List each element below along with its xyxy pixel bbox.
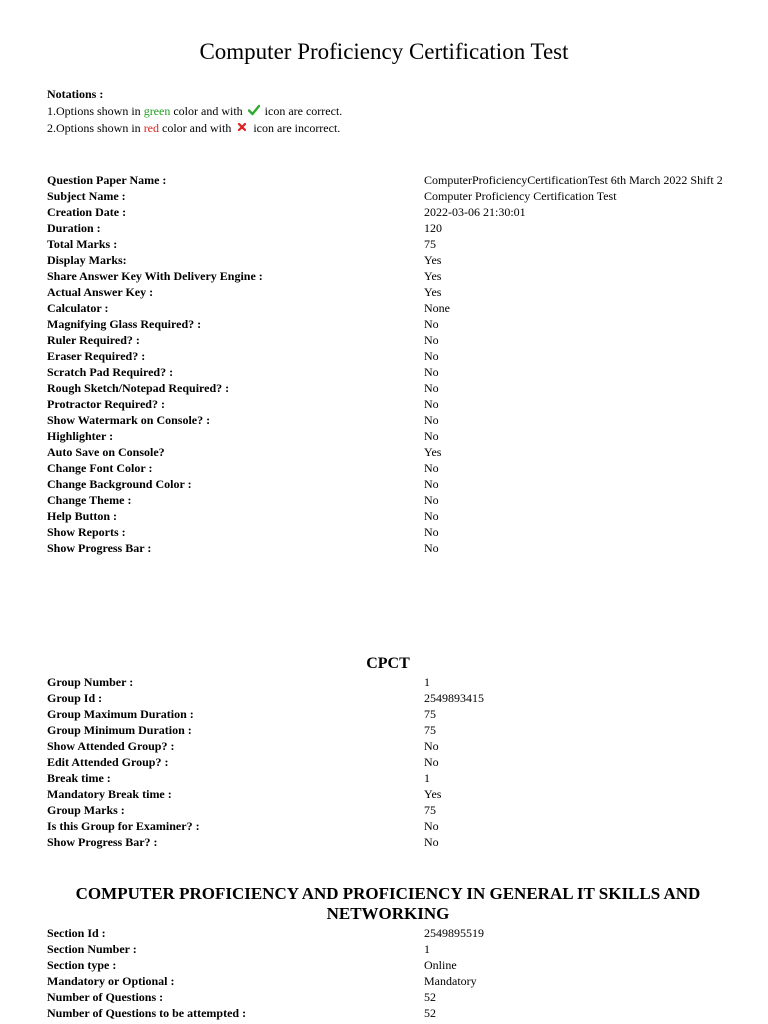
info-value: 120 [424, 221, 442, 235]
notation-correct [47, 103, 342, 120]
info-value: 2022-03-06 21:30:01 [424, 205, 526, 219]
info-label: Show Progress Bar? : [47, 835, 158, 849]
info-label: Is this Group for Examiner? : [47, 819, 200, 833]
info-label: Calculator : [47, 301, 109, 315]
info-label: Change Theme : [47, 493, 132, 507]
info-value: 75 [424, 803, 436, 817]
info-value: 75 [424, 723, 436, 737]
cross-icon [237, 122, 247, 132]
info-value: No [424, 429, 439, 443]
info-label: Show Progress Bar : [47, 541, 152, 555]
red-word: red [143, 121, 160, 135]
info-label: Edit Attended Group? : [47, 755, 169, 769]
info-label: Show Reports : [47, 525, 126, 539]
notations-block [47, 86, 342, 137]
info-value: 2549893415 [424, 691, 484, 705]
info-label: Section type : [47, 958, 117, 972]
info-label: Number of Questions : [47, 990, 164, 1004]
info-label: Display Marks: [47, 253, 127, 267]
info-value: None [424, 301, 450, 315]
notation-text: color and with [170, 104, 246, 118]
info-value: 2549895519 [424, 926, 484, 940]
section-heading-line: COMPUTER PROFICIENCY AND PROFICIENCY IN GENERAL IT SKILLS AND [75, 884, 701, 903]
info-label: Total Marks : [47, 237, 118, 251]
info-label: Subject Name : [47, 189, 126, 203]
info-value: No [424, 493, 439, 507]
info-label: Section Id : [47, 926, 106, 940]
info-label: Question Paper Name : [47, 173, 167, 187]
info-label: Show Watermark on Console? : [47, 413, 211, 427]
info-value: No [424, 477, 439, 491]
info-label: Mandatory or Optional : [47, 974, 175, 988]
info-label: Break time : [47, 771, 111, 785]
info-label: Change Background Color : [47, 477, 192, 491]
info-label: Number of Questions to be attempted : [47, 1006, 247, 1020]
info-value: Yes [424, 269, 442, 283]
info-label: Group Number : [47, 675, 134, 689]
info-value: No [424, 525, 439, 539]
page-title: Computer Proficiency Certification Test [199, 39, 569, 64]
info-label: Actual Answer Key : [47, 285, 154, 299]
info-value: No [424, 509, 439, 523]
info-value: No [424, 317, 439, 331]
group-heading: CPCT [366, 655, 410, 672]
info-label: Duration : [47, 221, 101, 235]
info-label: Group Maximum Duration : [47, 707, 194, 721]
info-label: Share Answer Key With Delivery Engine : [47, 269, 263, 283]
info-value: No [424, 541, 439, 555]
info-value: Yes [424, 253, 442, 267]
info-label: Change Font Color : [47, 461, 153, 475]
info-value: No [424, 739, 439, 753]
info-value: Yes [424, 445, 442, 459]
info-label: Rough Sketch/Notepad Required? : [47, 381, 230, 395]
info-value: No [424, 381, 439, 395]
info-label: Show Attended Group? : [47, 739, 175, 753]
info-value: No [424, 755, 439, 769]
info-value: Yes [424, 787, 442, 801]
info-value: No [424, 819, 439, 833]
section-heading [40, 884, 736, 924]
info-value: 75 [424, 707, 436, 721]
info-label: Magnifying Glass Required? : [47, 317, 202, 331]
info-label: Highlighter : [47, 429, 114, 443]
info-label: Mandatory Break time : [47, 787, 172, 801]
info-label: Eraser Required? : [47, 349, 146, 363]
info-value: 52 [424, 990, 436, 1004]
notation-incorrect [47, 120, 342, 137]
info-value: No [424, 413, 439, 427]
info-value: 1 [424, 675, 430, 689]
info-value: Mandatory [424, 974, 477, 988]
info-value: ComputerProficiencyCertificationTest 6th March 2022 Shift 2 [424, 173, 723, 187]
info-value: No [424, 397, 439, 411]
info-label: Protractor Required? : [47, 397, 165, 411]
info-value: No [424, 365, 439, 379]
info-label: Group Minimum Duration : [47, 723, 192, 737]
info-value: Yes [424, 285, 442, 299]
info-value: Computer Proficiency Certification Test [424, 189, 617, 203]
info-label: Scratch Pad Required? : [47, 365, 174, 379]
info-label: Group Id : [47, 691, 103, 705]
info-value: 1 [424, 771, 430, 785]
info-label: Creation Date : [47, 205, 127, 219]
info-label: Group Marks : [47, 803, 125, 817]
section-heading-line: NETWORKING [326, 904, 450, 923]
notation-text: icon are incorrect. [250, 121, 341, 135]
info-label: Section Number : [47, 942, 137, 956]
green-word: green [143, 104, 171, 118]
info-label: Ruler Required? : [47, 333, 140, 347]
info-value: No [424, 461, 439, 475]
notation-text: 1.Options shown in [47, 104, 144, 118]
info-label: Help Button : [47, 509, 118, 523]
notation-text: color and with [159, 121, 235, 135]
info-value: Online [424, 958, 457, 972]
info-value: No [424, 835, 439, 849]
info-value: 1 [424, 942, 430, 956]
info-value: 52 [424, 1006, 436, 1020]
notation-text: 2.Options shown in [47, 121, 144, 135]
info-label: Auto Save on Console? [47, 445, 165, 459]
notation-text: icon are correct. [261, 104, 343, 118]
notations-heading: Notations : [47, 87, 104, 101]
info-value: 75 [424, 237, 436, 251]
info-value: No [424, 333, 439, 347]
info-value: No [424, 349, 439, 363]
check-icon [248, 104, 260, 116]
